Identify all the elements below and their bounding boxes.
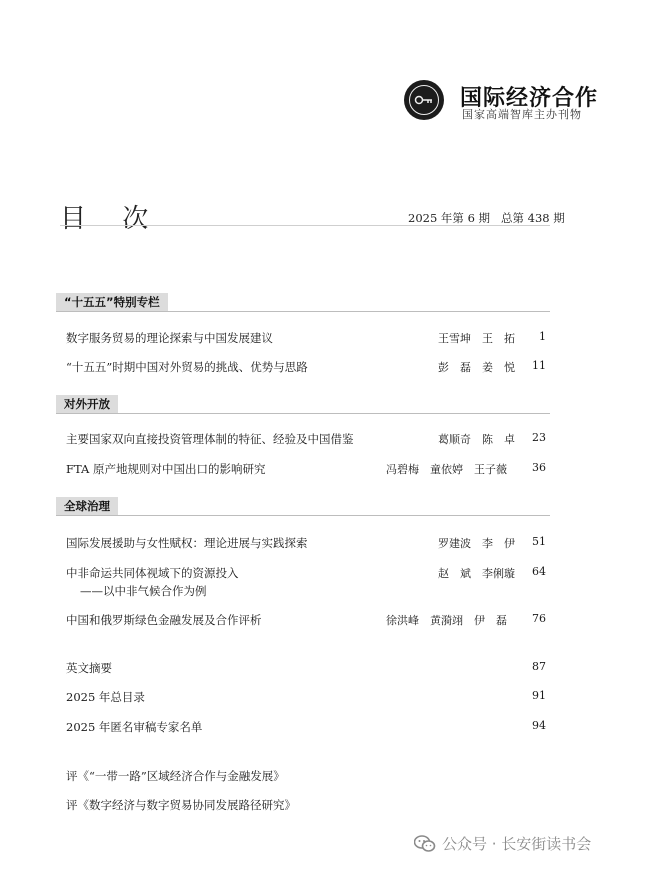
toc-entry-title[interactable]: 英文摘要 bbox=[66, 661, 112, 675]
toc-entry-page: 87 bbox=[532, 660, 546, 673]
toc-entry-title[interactable]: “十五五”时期中国对外贸易的挑战、优势与思路 bbox=[66, 360, 308, 374]
review-entry[interactable]: 评《数字经济与数字贸易协同发展路径研究》 bbox=[66, 798, 296, 812]
toc-entry-page: 91 bbox=[532, 689, 546, 702]
section-tag-special: “十五五”特别专栏 bbox=[56, 293, 168, 311]
watermark bbox=[414, 833, 591, 854]
toc-entry-title[interactable]: FTA 原产地规则对中国出口的影响研究 bbox=[66, 462, 266, 476]
toc-entry-authors: 罗建波 李 伊 bbox=[438, 537, 515, 550]
issue-info: 2025 年第 6 期 总第 438 期 bbox=[408, 211, 565, 225]
section-divider bbox=[56, 413, 550, 414]
journal-subtitle: 国家高端智库主办刊物 bbox=[462, 108, 582, 121]
toc-entry-authors: 赵 斌 李俐璇 bbox=[438, 567, 515, 580]
toc-entry-page: 1 bbox=[539, 330, 546, 343]
toc-entry-title[interactable]: 2025 年匿名审稿专家名单 bbox=[66, 720, 203, 734]
section-tag-governance: 全球治理 bbox=[56, 497, 118, 515]
journal-seal-logo bbox=[404, 80, 444, 120]
toc-entry-page: 64 bbox=[532, 565, 546, 578]
toc-entry-subtitle: ——以中非气候合作为例 bbox=[80, 584, 207, 598]
header-divider bbox=[60, 225, 550, 226]
toc-entry-authors: 徐洪峰 黄漪翊 伊 磊 bbox=[386, 614, 507, 627]
toc-entry-title[interactable]: 中国和俄罗斯绿色金融发展及合作评析 bbox=[66, 613, 262, 627]
toc-entry-page: 11 bbox=[532, 359, 546, 372]
toc-entry-title[interactable]: 国际发展援助与女性赋权：理论进展与实践探索 bbox=[66, 536, 308, 550]
section-divider bbox=[56, 311, 550, 312]
journal-title: 国际经济合作 bbox=[460, 85, 599, 111]
watermark-text: 公众号 · 长安街读书会 bbox=[442, 835, 592, 853]
toc-entry-authors: 王雪坤 王 拓 bbox=[438, 332, 515, 345]
toc-entry-title[interactable]: 主要国家双向直接投资管理体制的特征、经验及中国借鉴 bbox=[66, 432, 354, 446]
section-tag-opening: 对外开放 bbox=[56, 395, 118, 413]
toc-entry-title[interactable]: 中非命运共同体视域下的资源投入 bbox=[66, 566, 239, 580]
toc-entry-page: 94 bbox=[532, 719, 546, 732]
toc-entry-page: 23 bbox=[532, 431, 546, 444]
toc-entry-authors: 冯碧梅 童依婷 王子薇 bbox=[386, 463, 507, 476]
toc-entry-authors: 葛顺奇 陈 卓 bbox=[438, 433, 515, 446]
toc-entry-page: 76 bbox=[532, 612, 546, 625]
review-entry[interactable]: 评《“一带一路”区域经济合作与金融发展》 bbox=[66, 769, 285, 783]
toc-entry-title[interactable]: 2025 年总目录 bbox=[66, 690, 145, 704]
toc-entry-page: 51 bbox=[532, 535, 546, 548]
toc-entry-title[interactable]: 数字服务贸易的理论探索与中国发展建议 bbox=[66, 331, 273, 345]
seal-key-icon bbox=[409, 85, 439, 115]
wechat-icon bbox=[414, 835, 436, 853]
section-divider bbox=[56, 515, 550, 516]
toc-title: 目 次 bbox=[60, 204, 163, 234]
toc-entry-page: 36 bbox=[532, 461, 546, 474]
toc-entry-authors: 彭 磊 姜 悦 bbox=[438, 361, 515, 374]
